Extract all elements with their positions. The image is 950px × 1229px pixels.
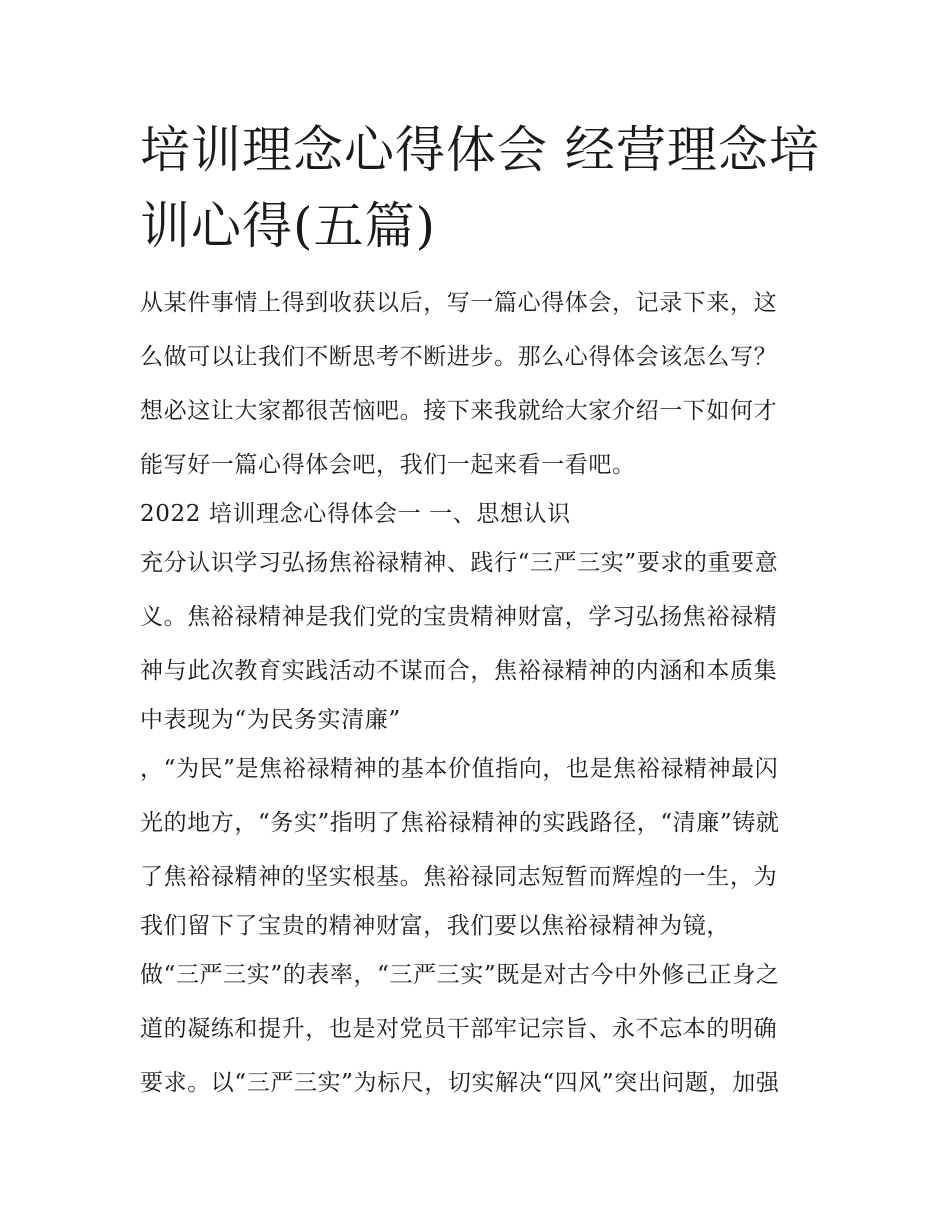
paragraph-line: 我们留下了宝贵的精神财富，我们要以焦裕禄精神为镜，	[140, 913, 730, 939]
paragraph-line: 神与此次教育实践活动不谋而合，焦裕禄精神的内涵和本质集	[140, 658, 778, 684]
paragraph-line: 了焦裕禄精神的坚实根基。焦裕禄同志短暂而辉煌的一生，为	[140, 864, 778, 890]
paragraph-line: 想必这让大家都很苦恼吧。接下来我就给大家介绍一下如何才	[140, 398, 778, 424]
paragraph-line: 义。焦裕禄精神是我们党的宝贵精神财富，学习弘扬焦裕禄精	[140, 604, 778, 630]
paragraph-line: 么做可以让我们不断思考不断进步。那么心得体会该怎么写？	[140, 344, 778, 370]
paragraph-line: 光的地方，“务实”指明了焦裕禄精神的实践路径，“清廉”铸就	[140, 810, 780, 836]
document-title: 培训理念心得体会 经营理念培训心得(五篇)	[140, 121, 820, 255]
paragraph-line: ，“为民”是焦裕禄精神的基本价值指向，也是焦裕禄精神最闪	[140, 756, 779, 782]
document-body	[140, 276, 812, 1110]
paragraph-line: 充分认识学习弘扬焦裕禄精神、践行“三严三实”要求的重要意	[140, 550, 779, 576]
paragraph-line: 能写好一篇心得体会吧，我们一起来看一看吧。	[140, 452, 636, 478]
paragraph-line: 道的凝练和提升，也是对党员干部牢记宗旨、永不忘本的明确	[140, 1016, 778, 1042]
paragraph-line: 要求。以“三严三实”为标尺，切实解决“四风”突出问题，加强	[140, 1070, 780, 1096]
paragraph-line: 做“三严三实”的表率，“三严三实”既是对古今中外修己正身之	[140, 962, 780, 988]
section-heading: 2022 培训理念心得体会一 一、思想认识	[140, 501, 571, 527]
paragraph-line: 从某件事情上得到收获以后，写一篇心得体会，记录下来，这	[140, 290, 778, 316]
paragraph-line: 中表现为“为民务实清廉”	[140, 707, 401, 733]
